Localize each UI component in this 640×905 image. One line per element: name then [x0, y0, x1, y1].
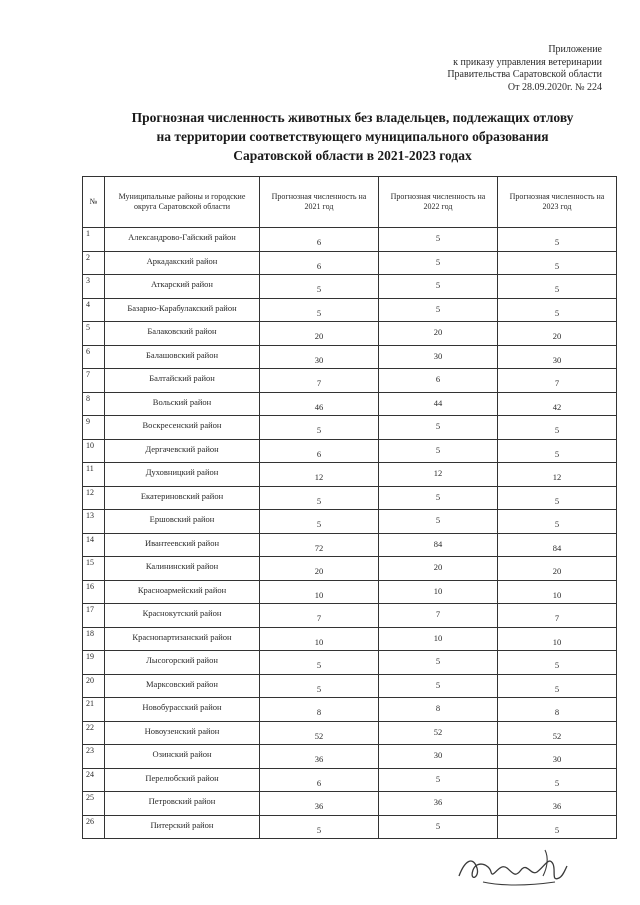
title-line-3: Саратовской области в 2021-2023 годах: [233, 148, 472, 163]
table-row: [83, 768, 617, 792]
value-2022: 5: [379, 416, 498, 440]
value-2023: 12: [498, 463, 617, 487]
district-name: Перелюбский район: [105, 768, 260, 792]
row-number: 19: [83, 651, 105, 675]
value-2022: 8: [379, 698, 498, 722]
value-2023: 5: [498, 439, 617, 463]
row-number: 5: [83, 322, 105, 346]
value-2021: 7: [260, 369, 379, 393]
column-header-num: №: [83, 177, 105, 228]
district-name: Красноармейский район: [105, 580, 260, 604]
district-name: Аркадакский район: [105, 251, 260, 275]
table-row: [83, 792, 617, 816]
value-2022: 44: [379, 392, 498, 416]
column-header-district: Муниципальные районы и городские округа Саратовской области: [105, 177, 260, 228]
district-name: Александрово-Гайский район: [105, 228, 260, 252]
table-row: [83, 557, 617, 581]
value-2021: 8: [260, 698, 379, 722]
value-2022: 5: [379, 674, 498, 698]
value-2023: 10: [498, 580, 617, 604]
value-2022: 10: [379, 627, 498, 651]
value-2023: 5: [498, 768, 617, 792]
value-2021: 5: [260, 275, 379, 299]
value-2022: 30: [379, 345, 498, 369]
value-2021: 5: [260, 674, 379, 698]
title-line-2: на территории соответствующего муниципального образования: [156, 129, 549, 144]
value-2023: 10: [498, 627, 617, 651]
table-body: [83, 228, 617, 839]
value-2021: 6: [260, 228, 379, 252]
row-number: 14: [83, 533, 105, 557]
row-number: 23: [83, 745, 105, 769]
row-number: 11: [83, 463, 105, 487]
signature-image: [455, 842, 570, 892]
value-2021: 5: [260, 651, 379, 675]
district-name: Новоузенский район: [105, 721, 260, 745]
value-2023: 5: [498, 486, 617, 510]
row-number: 26: [83, 815, 105, 839]
row-number: 17: [83, 604, 105, 628]
value-2023: 42: [498, 392, 617, 416]
district-name: Духовницкий район: [105, 463, 260, 487]
table-row: [83, 228, 617, 252]
value-2022: 5: [379, 298, 498, 322]
row-number: 18: [83, 627, 105, 651]
value-2022: 5: [379, 439, 498, 463]
value-2023: 5: [498, 815, 617, 839]
value-2023: 5: [498, 298, 617, 322]
row-number: 22: [83, 721, 105, 745]
district-name: Марксовский район: [105, 674, 260, 698]
value-2022: 52: [379, 721, 498, 745]
district-name: Краснопартизанский район: [105, 627, 260, 651]
table-row: [83, 674, 617, 698]
district-name: Базарно-Карабулакский район: [105, 298, 260, 322]
district-name: Новобурасский район: [105, 698, 260, 722]
table-row: [83, 251, 617, 275]
row-number: 15: [83, 557, 105, 581]
district-name: Калининский район: [105, 557, 260, 581]
annex-header: [447, 44, 602, 94]
value-2023: 36: [498, 792, 617, 816]
value-2021: 46: [260, 392, 379, 416]
value-2023: 52: [498, 721, 617, 745]
row-number: 25: [83, 792, 105, 816]
document-title: [95, 108, 610, 165]
value-2022: 5: [379, 510, 498, 534]
district-name: Краснокутский район: [105, 604, 260, 628]
row-number: 21: [83, 698, 105, 722]
table-row: [83, 439, 617, 463]
district-name: Екатериновский район: [105, 486, 260, 510]
table-row: [83, 275, 617, 299]
table-row: [83, 745, 617, 769]
value-2022: 36: [379, 792, 498, 816]
row-number: 2: [83, 251, 105, 275]
value-2023: 7: [498, 369, 617, 393]
value-2021: 5: [260, 510, 379, 534]
forecast-table: [82, 176, 617, 839]
table-row: [83, 721, 617, 745]
row-number: 13: [83, 510, 105, 534]
value-2022: 6: [379, 369, 498, 393]
value-2021: 7: [260, 604, 379, 628]
value-2022: 30: [379, 745, 498, 769]
table-row: [83, 510, 617, 534]
district-name: Аткарский район: [105, 275, 260, 299]
row-number: 4: [83, 298, 105, 322]
district-name: Балаковский район: [105, 322, 260, 346]
district-name: Питерский район: [105, 815, 260, 839]
value-2021: 36: [260, 745, 379, 769]
table-row: [83, 627, 617, 651]
row-number: 16: [83, 580, 105, 604]
value-2021: 36: [260, 792, 379, 816]
table-row: [83, 604, 617, 628]
value-2022: 5: [379, 486, 498, 510]
value-2021: 5: [260, 815, 379, 839]
row-number: 12: [83, 486, 105, 510]
value-2023: 5: [498, 416, 617, 440]
column-header-2022: Прогнозная численность на 2022 год: [379, 177, 498, 228]
value-2021: 12: [260, 463, 379, 487]
value-2022: 5: [379, 251, 498, 275]
value-2021: 10: [260, 627, 379, 651]
table-row: [83, 369, 617, 393]
row-number: 10: [83, 439, 105, 463]
value-2022: 10: [379, 580, 498, 604]
column-header-2023: Прогнозная численность на 2023 год: [498, 177, 617, 228]
annex-line-3: Правительства Саратовской области: [447, 69, 602, 80]
row-number: 9: [83, 416, 105, 440]
table-row: [83, 345, 617, 369]
value-2021: 6: [260, 439, 379, 463]
row-number: 6: [83, 345, 105, 369]
value-2023: 20: [498, 322, 617, 346]
table-row: [83, 815, 617, 839]
value-2022: 84: [379, 533, 498, 557]
value-2023: 8: [498, 698, 617, 722]
column-header-2021: Прогнозная численность на 2021 год: [260, 177, 379, 228]
row-number: 1: [83, 228, 105, 252]
table-row: [83, 463, 617, 487]
table-row: [83, 698, 617, 722]
table-row: [83, 416, 617, 440]
district-name: Вольский район: [105, 392, 260, 416]
value-2022: 5: [379, 768, 498, 792]
district-name: Дергачевский район: [105, 439, 260, 463]
value-2023: 20: [498, 557, 617, 581]
value-2021: 20: [260, 322, 379, 346]
row-number: 3: [83, 275, 105, 299]
district-name: Балашовский район: [105, 345, 260, 369]
value-2021: 20: [260, 557, 379, 581]
value-2023: 30: [498, 345, 617, 369]
row-number: 7: [83, 369, 105, 393]
row-number: 8: [83, 392, 105, 416]
value-2022: 7: [379, 604, 498, 628]
value-2021: 5: [260, 416, 379, 440]
value-2021: 6: [260, 251, 379, 275]
table-row: [83, 322, 617, 346]
value-2023: 5: [498, 251, 617, 275]
value-2023: 5: [498, 275, 617, 299]
value-2023: 7: [498, 604, 617, 628]
table-row: [83, 392, 617, 416]
district-name: Ершовский район: [105, 510, 260, 534]
value-2021: 5: [260, 486, 379, 510]
value-2022: 20: [379, 322, 498, 346]
value-2023: 5: [498, 674, 617, 698]
value-2021: 30: [260, 345, 379, 369]
value-2022: 20: [379, 557, 498, 581]
value-2021: 5: [260, 298, 379, 322]
district-name: Лысогорский район: [105, 651, 260, 675]
table-row: [83, 580, 617, 604]
annex-line-2: к приказу управления ветеринарии: [453, 56, 602, 68]
table-row: [83, 298, 617, 322]
value-2023: 84: [498, 533, 617, 557]
value-2023: 30: [498, 745, 617, 769]
value-2021: 72: [260, 533, 379, 557]
district-name: Озинский район: [105, 745, 260, 769]
table-row: [83, 486, 617, 510]
value-2021: 52: [260, 721, 379, 745]
table-header-row: [83, 177, 617, 228]
table-row: [83, 651, 617, 675]
district-name: Ивантеевский район: [105, 533, 260, 557]
value-2022: 5: [379, 815, 498, 839]
title-line-1: Прогнозная численность животных без владельцев, подлежащих отлову: [131, 110, 574, 125]
district-name: Петровский район: [105, 792, 260, 816]
value-2021: 10: [260, 580, 379, 604]
value-2022: 5: [379, 651, 498, 675]
value-2022: 5: [379, 275, 498, 299]
row-number: 20: [83, 674, 105, 698]
value-2021: 6: [260, 768, 379, 792]
annex-line-1: Приложение: [548, 44, 602, 55]
district-name: Балтайский район: [105, 369, 260, 393]
value-2023: 5: [498, 228, 617, 252]
value-2023: 5: [498, 651, 617, 675]
annex-line-4: От 28.09.2020г. № 224: [507, 81, 602, 93]
value-2022: 12: [379, 463, 498, 487]
row-number: 24: [83, 768, 105, 792]
value-2022: 5: [379, 228, 498, 252]
district-name: Воскресенский район: [105, 416, 260, 440]
table-row: [83, 533, 617, 557]
value-2023: 5: [498, 510, 617, 534]
